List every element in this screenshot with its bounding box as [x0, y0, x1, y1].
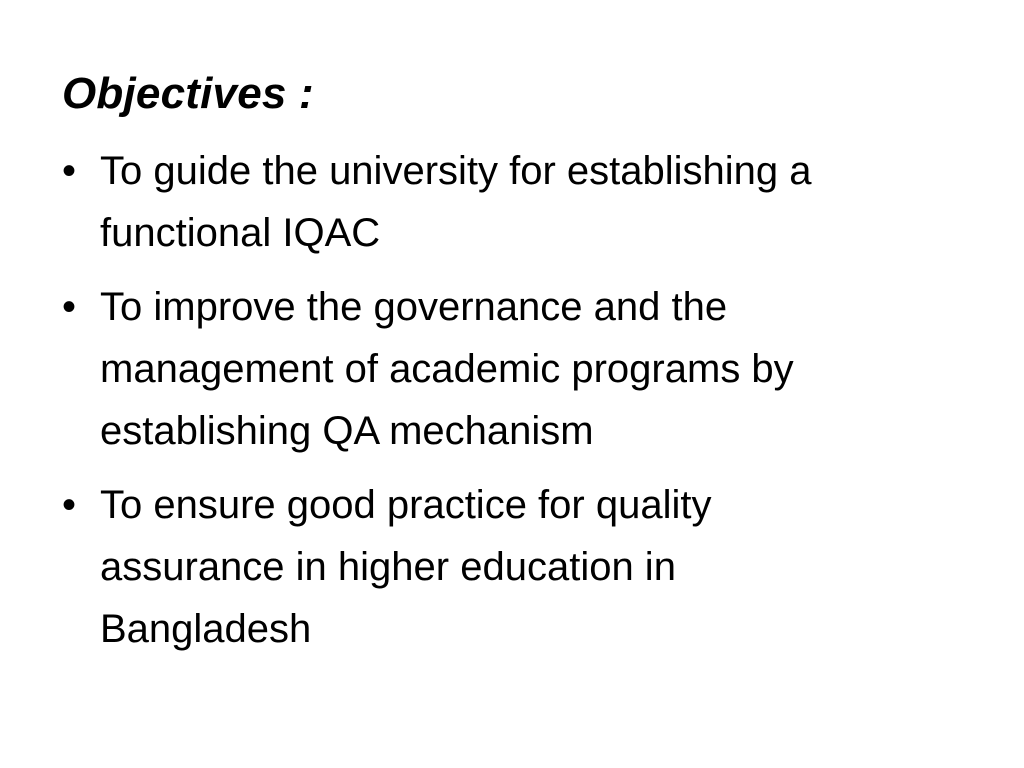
- bullet-text-line: establishing QA mechanism: [100, 409, 594, 453]
- bullet-icon: •: [62, 149, 77, 193]
- list-item: [62, 276, 962, 462]
- slide-title: Objectives :: [62, 69, 314, 118]
- bullet-icon: •: [62, 285, 77, 329]
- bullet-text-line: management of academic programs by: [100, 347, 794, 391]
- list-item: [62, 140, 962, 264]
- objectives-list: [62, 140, 962, 672]
- bullet-text-line: To ensure good practice for quality: [100, 483, 712, 527]
- bullet-text-line: functional IQAC: [100, 211, 381, 255]
- bullet-text-line: Bangladesh: [100, 607, 312, 651]
- bullet-icon: •: [62, 483, 77, 527]
- bullet-text-line: To guide the university for establishing a: [100, 149, 812, 193]
- bullet-text-line: To improve the governance and the: [100, 285, 728, 329]
- bullet-text-line: assurance in higher education in: [100, 545, 676, 589]
- list-item: [62, 474, 962, 660]
